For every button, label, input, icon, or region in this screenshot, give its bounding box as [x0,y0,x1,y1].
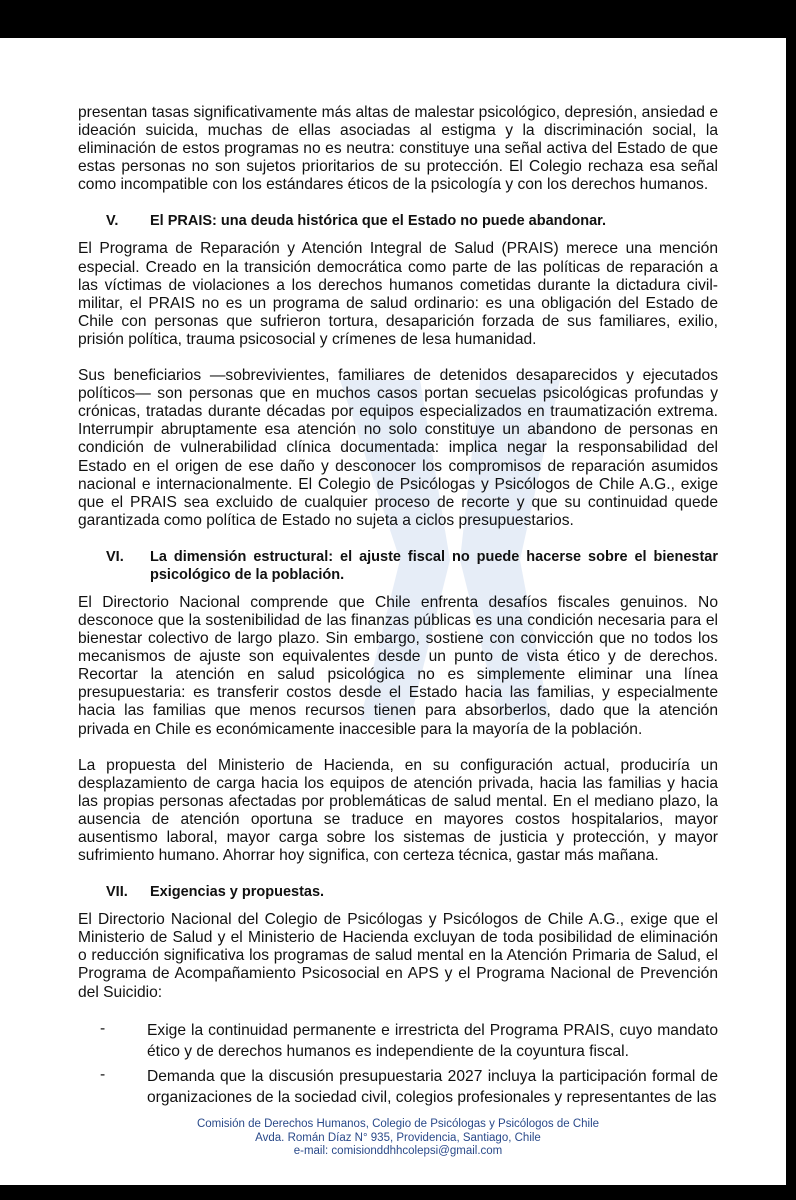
list-item [78,1020,718,1062]
paragraph-prais-1: El Programa de Reparación y Atención Integral de Salud (PRAIS) merece una mención especial. Creado en la transición democrática como parte de las políticas de reparación a las víctimas de violaciones a los derechos humanos cometidas durante la dictadura civil-militar, el PRAIS no es un programa de salud ordinario: es una obligación del Estado de Chile con personas que sufrieron tortura, desaparición forzada de sus familiares, exilio, prisión política, trauma psicosocial y crímenes de lesa humanidad. [78,240,718,348]
demands-list [78,1020,718,1108]
document-body [78,104,718,1112]
list-item [78,1066,718,1108]
bullet-dash: - [100,1065,106,1083]
footer-email: e-mail: comisionddhhcolepsi@gmail.com [293,1145,503,1158]
paragraph-fiscal-1: El Directorio Nacional comprende que Chile enfrenta desafíos fiscales genuinos. No desconoce que la sostenibilidad de las finanzas públicas es una condición necesaria para el bienestar colectivo de largo plazo. Sin embargo, sostiene con convicción que no todos los mecanismos de ajuste son equivalentes desde un punto de vista ético y de derechos. Recortar la atención en salud psicológica no es simplemente eliminar una línea presupuestaria: es transferir costos desde el Estado hacia las familias, y especialmente hacia las familias que menos recursos tienen para absorberlos, dado que la atención privada en Chile es económicamente inaccesible para la mayoría de la población. [78,593,718,738]
section-number: VII. [106,884,128,901]
paragraph-exigencias: El Directorio Nacional del Colegio de Psicólogas y Psicólogos de Chile A.G., exige que el Ministerio de Salud y el Ministerio de Hacienda excluyan de toda posibilidad de eliminación o reducción significativa los programas de salud mental en la Atención Primaria de Salud, el Programa de Acompañamiento Psicosocial en APS y el Programa Nacional de Prevención del Suicidio: [78,911,718,1001]
list-item-text: Demanda que la discusión presupuestaria 2027 incluya la participación formal de organizaciones de la sociedad civil, colegios profesionales y representantes de las [147,1067,718,1106]
page-footer [0,1118,786,1159]
section-v-heading [78,212,718,230]
section-title: Exigencias y propuestas. [150,884,325,901]
paragraph-prais-2: Sus beneficiarios —sobrevivientes, familiares de detenidos desaparecidos y ejecutados políticos— son personas que en muchos casos portan secuelas psicológicas profundas y crónicas, tratadas durante décadas por equipos especializados en traumatización extrema. Interrumpir abruptamente esa atención no solo constituye un abandono de personas en condición de vulnerabilidad clínica documentada: implica negar la responsabilidad del Estado en el origen de ese daño y desconocer los compromisos de reparación asumidos nacional e internacionalmente. El Colegio de Psicólogas y Psicólogos de Chile A.G., exige que el PRAIS sea excluido de cualquier proceso de recorte y que su continuidad quede garantizada como política de Estado no sujeta a ciclos presupuestarios. [78,367,718,529]
top-black-bar [0,0,786,38]
list-item-text: Exige la continuidad permanente e irrestricta del Programa PRAIS, cuyo mandato ético y de derechos humanos es independiente de la coyuntura fiscal. [147,1021,718,1060]
section-vi-heading [78,548,718,584]
section-number: V. [106,213,119,230]
section-title: La dimensión estructural: el ajuste fiscal no puede hacerse sobre el bienestar psicológico de la población. [150,548,718,583]
section-title: El PRAIS: una deuda histórica que el Estado no puede abandonar. [150,213,607,230]
paragraph-intro: presentan tasas significativamente más altas de malestar psicológico, depresión, ansiedad e ideación suicida, muchas de ellas asociadas al estigma y la discriminación social, la eliminación de estos programas no es neutra: constituye una señal activa del Estado de que estas personas no son sujetos prioritarios de su protección. El Colegio rechaza esa señal como incompatible con los estándares éticos de la psicología y con los derechos humanos. [78,104,718,194]
paragraph-fiscal-2: La propuesta del Ministerio de Hacienda, en su configuración actual, produciría un desplazamiento de carga hacia los equipos de atención privada, hacia las familias y hacia las propias personas afectadas por problemáticas de salud mental. En el mediano plazo, la ausencia de atención oportuna se traduce en mayores costos hospitalarios, mayor ausentismo laboral, mayor carga sobre los sistemas de justicia y protección, y mayor sufrimiento humano. Ahorrar hoy significa, con certeza técnica, gastar más mañana. [78,756,718,865]
footer-address: Avda. Román Díaz N° 935, Providencia, Santiago, Chile [255,1131,541,1144]
section-number: VI. [106,548,124,565]
footer-organization: Comisión de Derechos Humanos, Colegio de Psicólogas y Psicólogos de Chile [196,1118,600,1130]
bullet-dash: - [100,1019,106,1037]
section-vii-heading [78,883,718,901]
